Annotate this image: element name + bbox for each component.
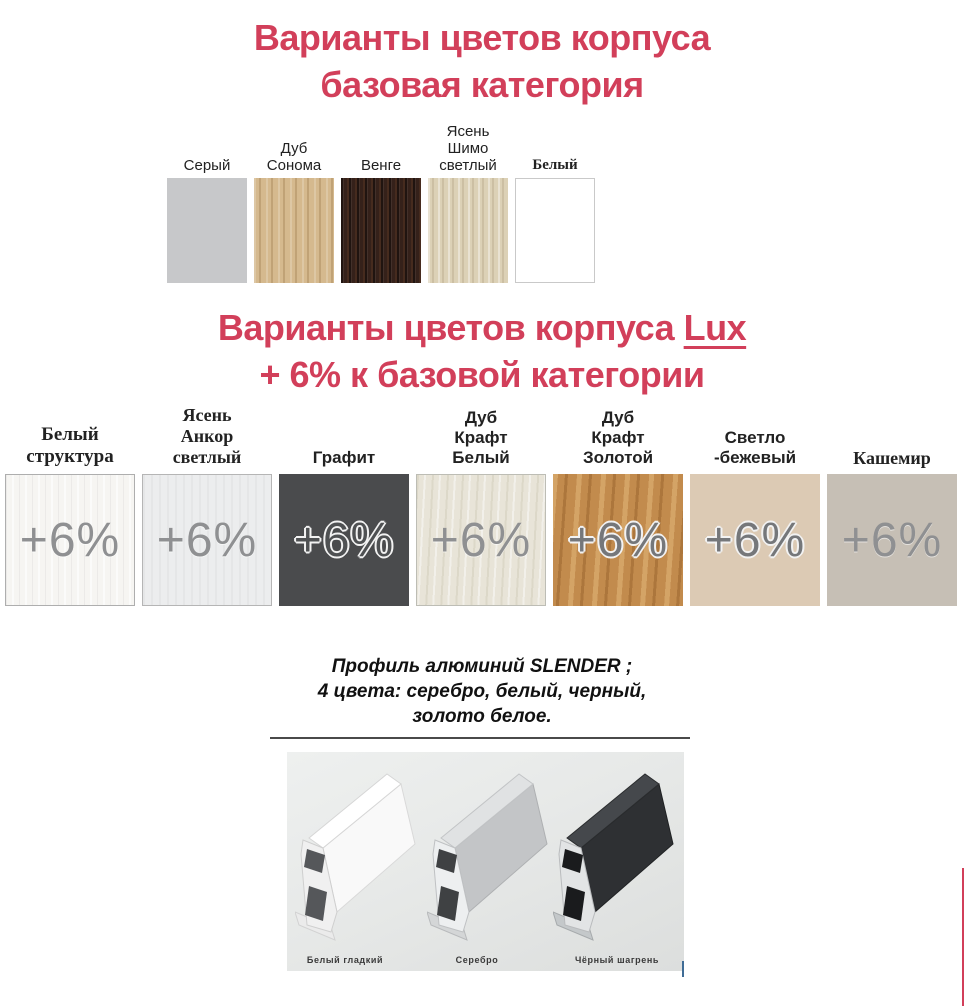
color-swatch-gray (167, 178, 247, 283)
color-swatch-craft-oak-gold (553, 474, 683, 606)
swatch-label: Ясень Шимо светлый (439, 123, 497, 174)
swatch-label: Графит (312, 448, 376, 467)
swatch-label: Белый (532, 157, 578, 173)
color-swatch-craft-oak-white (416, 474, 546, 606)
color-swatch-cashmere (827, 474, 957, 606)
swatch-label: Дуб Крафт Золотой (582, 408, 654, 467)
profile-description-line1: Профиль алюминий SLENDER ; (331, 656, 633, 677)
color-swatch-white-structure (5, 474, 135, 606)
swatch-label: Венге (360, 157, 402, 174)
swatch-column-gray (167, 128, 247, 283)
swatch-column-craft-oak-white (416, 408, 546, 606)
surcharge-badge: +6% (19, 513, 121, 567)
swatch-label: Светло -бежевый (713, 428, 797, 467)
surcharge-badge: +6% (567, 513, 669, 567)
profile-description-line3: золото белое. (412, 706, 552, 727)
swatch-column-craft-oak-gold (553, 408, 683, 606)
text-cursor-artifact (682, 961, 684, 977)
swatch-column-cashmere (827, 412, 957, 606)
color-swatch-shimo-ash (428, 178, 508, 283)
aluminum-profile-white-illustration (295, 762, 421, 947)
color-swatch-wenge (341, 178, 421, 283)
swatch-column-white-structure (5, 412, 135, 606)
lux-title-line1 (0, 304, 964, 351)
swatch-column-white (515, 128, 595, 283)
swatch-label: Серый (183, 157, 231, 174)
lux-category-title (0, 304, 964, 398)
surcharge-badge: +6% (841, 513, 943, 567)
surcharge-badge: +6% (704, 513, 806, 567)
swatch-column-wenge (341, 128, 421, 283)
swatch-column-graphite (279, 412, 409, 606)
color-swatch-graphite (279, 474, 409, 606)
color-swatch-white (515, 178, 595, 283)
color-swatch-light-beige (690, 474, 820, 606)
base-title-line1: Варианты цветов корпуса (253, 17, 711, 58)
aluminum-profile-black-illustration (553, 762, 679, 947)
profile-description-line2: 4 цвета: серебро, белый, черный, (317, 681, 647, 702)
swatch-column-sonoma-oak (254, 128, 334, 283)
base-swatch-row (167, 123, 595, 283)
surcharge-badge: +6% (430, 513, 532, 567)
aluminum-profiles-photo (287, 752, 684, 971)
swatch-label: Кашемир (853, 448, 931, 468)
horizontal-divider (270, 737, 690, 739)
color-swatch-sonoma-oak (254, 178, 334, 283)
profile-label-silver: Серебро (455, 955, 499, 965)
lux-title-text: Варианты цветов корпуса (217, 307, 675, 348)
base-category-title (0, 14, 964, 108)
base-title-line2: базовая категория (320, 64, 644, 105)
lux-title-line2: + 6% к базовой категории (259, 354, 705, 395)
swatch-column-light-beige (690, 412, 820, 606)
surcharge-badge: +6% (293, 513, 395, 567)
lux-swatch-row (5, 405, 957, 606)
swatch-label: Белый структура (26, 424, 114, 467)
swatch-label: Дуб Сонома (266, 140, 322, 174)
color-swatch-ankor-ash (142, 474, 272, 606)
profile-description (0, 654, 964, 729)
lux-title-accent: Lux (683, 307, 747, 348)
swatch-column-ankor-ash (142, 405, 272, 606)
profile-label-black: Чёрный шагрень (574, 955, 660, 965)
swatch-label: Дуб Крафт Белый (452, 408, 510, 467)
swatch-column-shimo-ash (428, 123, 508, 283)
swatch-label: Ясень Анкор светлый (172, 405, 242, 467)
profile-label-white: Белый гладкий (306, 955, 384, 965)
surcharge-badge: +6% (156, 513, 258, 567)
aluminum-profile-silver-illustration (427, 762, 553, 947)
